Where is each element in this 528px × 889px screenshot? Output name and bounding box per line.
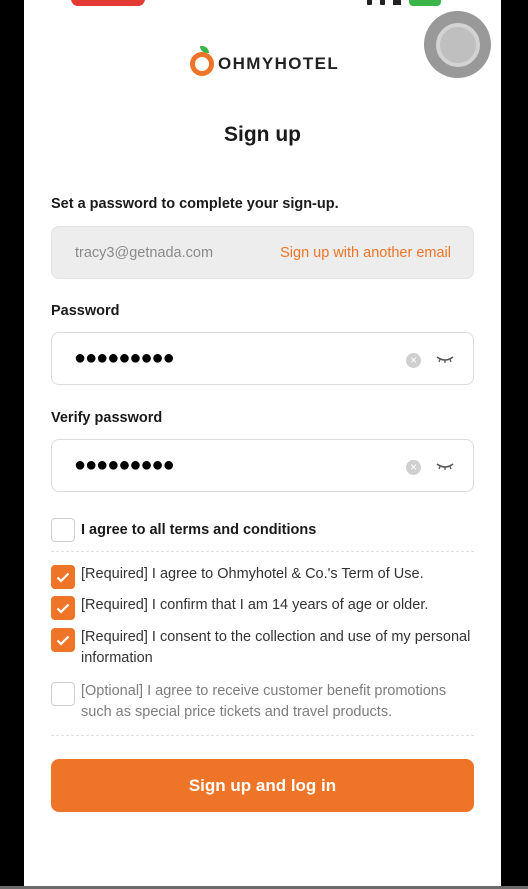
password-value[interactable]: ●●●●●●●●●: [74, 347, 174, 369]
agree-all-checkbox[interactable]: [51, 518, 75, 542]
check-icon: [56, 635, 70, 646]
instruction-text: Set a password to complete your sign-up.: [51, 196, 339, 212]
verify-password-field[interactable]: [51, 439, 474, 492]
clear-icon[interactable]: ×: [406, 353, 421, 368]
agree-all-label[interactable]: I agree to all terms and conditions: [81, 522, 317, 538]
term-of-use-checkbox[interactable]: [51, 565, 75, 589]
sign-up-and-log-in-button[interactable]: Sign up and log in: [51, 759, 474, 812]
assistive-touch-button[interactable]: [424, 11, 491, 78]
app-screen: [24, 0, 501, 886]
wifi-icon: [393, 0, 401, 5]
divider: [51, 551, 474, 552]
orange-logo-icon: [190, 46, 214, 76]
eye-closed-icon[interactable]: [436, 461, 454, 473]
ohmyhotel-logo: [190, 44, 339, 78]
recording-indicator: [71, 0, 145, 6]
check-icon: [56, 603, 70, 614]
password-field[interactable]: [51, 332, 474, 385]
age-confirm-row[interactable]: [51, 595, 476, 620]
personal-info-row[interactable]: [51, 627, 476, 669]
verify-password-value[interactable]: ●●●●●●●●●: [74, 454, 174, 476]
agree-all-row[interactable]: [51, 518, 316, 542]
personal-info-checkbox[interactable]: [51, 628, 75, 652]
age-confirm-label[interactable]: [Required] I confirm that I am 14 years of age or older.: [81, 597, 429, 613]
promotions-label[interactable]: [Optional] I agree to receive customer benefit promotions such as special price tickets and travel products.: [81, 683, 447, 720]
term-of-use-label[interactable]: [Required] I agree to Ohmyhotel & Co.'s Term of Use.: [81, 566, 424, 582]
personal-info-label[interactable]: [Required] I consent to the collection and use of my personal information: [81, 629, 471, 666]
signal-icon: [367, 0, 372, 5]
logo-wordmark: OHMYHOTEL: [218, 54, 340, 73]
password-label: Password: [51, 303, 120, 319]
email-display: [51, 226, 474, 279]
status-icons: [367, 0, 441, 6]
battery-icon: [409, 0, 441, 6]
promotions-checkbox[interactable]: [51, 682, 75, 706]
age-confirm-checkbox[interactable]: [51, 596, 75, 620]
eye-closed-icon[interactable]: [436, 354, 454, 366]
term-of-use-row[interactable]: [51, 564, 476, 589]
clear-icon[interactable]: ×: [406, 460, 421, 475]
page-title: Sign up: [224, 123, 301, 146]
change-email-link[interactable]: Sign up with another email: [280, 245, 451, 261]
signal-icon: [380, 0, 385, 5]
email-value: tracy3@getnada.com: [75, 245, 214, 261]
verify-password-label: Verify password: [51, 410, 163, 426]
check-icon: [56, 572, 70, 583]
divider: [51, 735, 474, 736]
promotions-row[interactable]: [51, 681, 476, 723]
